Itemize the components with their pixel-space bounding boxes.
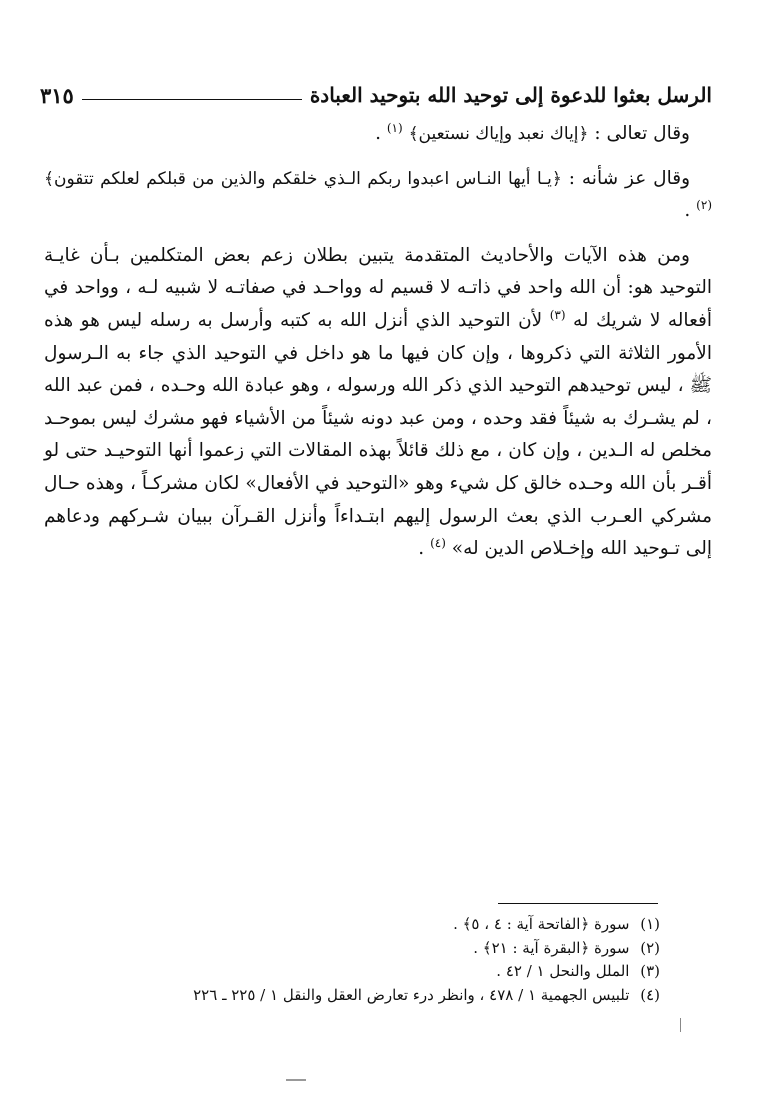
footnote-number: (٢) <box>640 938 660 957</box>
p1-lead: وقال تعالى : <box>594 123 690 144</box>
footnote-item <box>44 913 660 937</box>
paragraph-1 <box>44 118 712 151</box>
running-header <box>40 80 712 110</box>
scan-smudge <box>286 1079 306 1081</box>
main-text <box>44 118 712 566</box>
paragraph-3 <box>44 240 712 566</box>
footnotes <box>44 913 660 1007</box>
footnote-separator <box>498 903 658 904</box>
footnote-ref-4: (٤) <box>430 535 446 550</box>
footnote-text: تلبيس الجهمية ١ / ٤٧٨ ، وانظر درء تعارض العقل والنقل ١ / ٢٢٥ ـ ٢٢٦ <box>193 985 630 1004</box>
p2-tail: . <box>684 200 691 222</box>
p1-quran-quote: ﴿إياك نعبد وإياك نستعين﴾ <box>408 124 589 144</box>
p3-text-b: لأن التوحيد الذي أنزل الله به كتبه وأرسل به رسله ليس هو هذه الأمور الثلاثة التي ذكروها ، وإن كان فيها ما هو داخل في التوحيد الذي جاء به الـرسول ﷺ ، ليس توحيدهم التوحيد الذي ذكر الله ورسوله ، وهو عبادة الله وحـده ، فمن عبد الله ، لم يشـرك به شيئاً فقد وحده ، ومن عبد دونه شيئاً من الأشياء فهو مشرك ليس بموحـد مخلص له الـدين ، وإن كان ، مع ذلك قائلاً بهذه المقالات التي زعموا أنها التوحيـد حتى لو أقـر بأن الله وحـده خالق كل شيء وهو «التوحيد في الأفعال» لكان مشركـاً ، وهذه حـال مشركي العـرب الذي بعث الرسول إليهم ابتـداءاً وأنزل القـرآن ببيان شـركهم ودعاهم إلى تـوحيد الله وإخـلاص الدين له» <box>44 309 712 560</box>
footnote-number: (٣) <box>640 962 660 980</box>
p2-quran-quote: ﴿يـا أيها النـاس اعبدوا ربكم الـذي خلقكم والذين من قبلكم لعلكم تتقون﴾ <box>44 168 562 189</box>
footnote-number: (٤) <box>640 985 660 1004</box>
p2-lead: وقال عز شأنه : <box>568 167 691 189</box>
footnote-ref-2: (٢) <box>696 198 712 213</box>
p1-tail: . <box>375 123 381 144</box>
footnote-item <box>44 937 660 961</box>
header-title: الرسل بعثوا للدعوة إلى توحيد الله بتوحيد العبادة <box>309 83 712 107</box>
p3-tail: . <box>418 538 425 560</box>
page-number: ٣١٥ <box>40 82 74 108</box>
footnote-text: سورة ﴿البقرة آية : ٢١﴾ . <box>473 938 630 957</box>
footnote-text: الملل والنحل ١ / ٤٢ . <box>496 962 630 980</box>
footnote-ref-3: (٣) <box>549 307 566 322</box>
header-rule <box>82 99 302 100</box>
scan-edge-mark <box>680 1018 681 1032</box>
p3-text-a: ومن هذه الآيات والأحاديث المتقدمة يتبين بطلان زعم بعض المتكلمين بـأن غايـة التوحيد هو: أن الله واحد في ذاتـه لا قسيم له وواحـد في صفاتـه لا شبيه لـه ، وواحد في أفعاله لا شريك له <box>44 244 712 331</box>
footnote-ref-1: (١) <box>386 120 403 135</box>
footnote-item <box>44 960 660 984</box>
paragraph-2 <box>44 163 712 228</box>
footnote-item <box>44 984 660 1008</box>
footnote-number: (١) <box>640 915 660 933</box>
footnote-text: سورة ﴿الفاتحة آية : ٤ ، ٥﴾ . <box>453 915 630 933</box>
